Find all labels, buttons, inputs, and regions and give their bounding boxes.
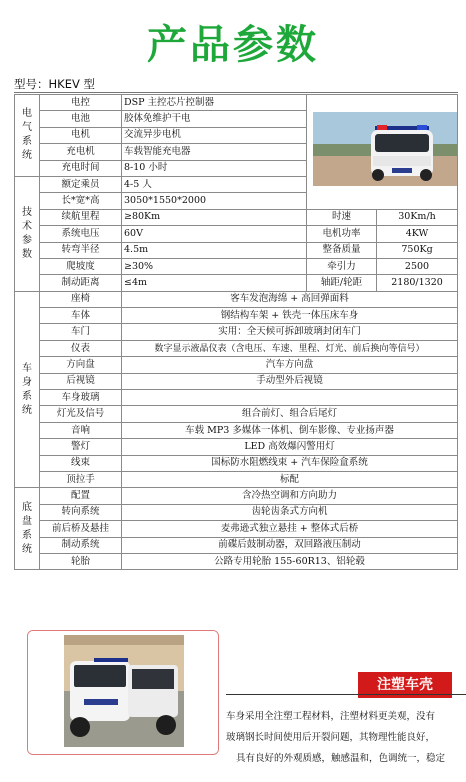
table-row [15, 455, 458, 471]
row-value: 4.5m [122, 242, 307, 258]
table-row [15, 553, 458, 569]
promo-divider [226, 694, 466, 695]
row-value: 麦弗逊式独立悬挂 + 整体式后桥 [122, 521, 458, 537]
row-value: 国标防水阻燃线束 + 汽车保险盒系统 [122, 455, 458, 471]
row-value: 标配 [122, 471, 458, 487]
row-label-2: 时速 [307, 209, 377, 225]
row-label: 音响 [40, 422, 122, 438]
row-label: 长*宽*高 [40, 193, 122, 209]
row-value: 数字显示液晶仪表（含电压、车速、里程、灯光、前后换向等信号） [122, 340, 458, 356]
promo-line-1: 车身采用全注塑工程材料，注塑材料更美观，没有 [226, 711, 436, 722]
row-label: 警灯 [40, 439, 122, 455]
row-label: 充电机 [40, 144, 122, 160]
table-row [15, 275, 458, 291]
table-row [15, 308, 458, 324]
table-row [15, 373, 458, 389]
row-value: ≥30% [122, 258, 307, 274]
row-label: 电控 [40, 95, 122, 111]
row-value: 胶体免维护干电 [122, 111, 307, 127]
row-label: 方向盘 [40, 357, 122, 373]
promo-line-2: 玻璃钢长时间使用后开裂问题，其物理性能良好， [226, 732, 436, 743]
row-label: 电池 [40, 111, 122, 127]
table-row [15, 95, 458, 111]
row-label: 座椅 [40, 291, 122, 307]
table-row [15, 521, 458, 537]
promo-description [226, 706, 464, 769]
row-value: 实用：全天候可拆卸玻璃封闭车门 [122, 324, 458, 340]
row-value: 60V [122, 226, 307, 242]
row-value: 交流异步电机 [122, 127, 307, 143]
section-chassis: 底 盘 系 统 [15, 488, 40, 570]
row-label-2: 整备质量 [307, 242, 377, 258]
header-divider [14, 92, 458, 93]
row-label: 仪表 [40, 340, 122, 356]
row-value: 8-10 小时 [122, 160, 307, 176]
table-row [15, 291, 458, 307]
row-value: 钢结构车架 + 铁壳一体压床车身 [122, 308, 458, 324]
table-row [15, 422, 458, 438]
row-value: 含冷热空调和方向助力 [122, 488, 458, 504]
row-label: 制动系统 [40, 537, 122, 553]
spec-table [14, 94, 458, 570]
table-row [15, 242, 458, 258]
promo-title: 注塑车壳 [358, 672, 452, 698]
row-value: 客车发泡海绵 + 高回弹面料 [122, 291, 458, 307]
table-row [15, 226, 458, 242]
row-value: 3050*1550*2000 [122, 193, 307, 209]
row-value: 前碟后鼓制动器，双回路液压制动 [122, 537, 458, 553]
table-row [15, 357, 458, 373]
table-row [15, 406, 458, 422]
section-technical: 技 术 参 数 [15, 176, 40, 291]
row-label: 车门 [40, 324, 122, 340]
row-value [122, 390, 458, 406]
table-row [15, 340, 458, 356]
table-row [15, 439, 458, 455]
row-label: 续航里程 [40, 209, 122, 225]
row-value: 车载智能充电器 [122, 144, 307, 160]
car-rear-photo [28, 631, 218, 754]
row-value: 手动型外后视镜 [122, 373, 458, 389]
row-label: 车身玻璃 [40, 390, 122, 406]
row-value: 汽车方向盘 [122, 357, 458, 373]
row-value-2: 750Kg [377, 242, 458, 258]
row-value-2: 2180/1320 [377, 275, 458, 291]
row-label: 前后桥及悬挂 [40, 521, 122, 537]
table-row [15, 324, 458, 340]
row-label-2: 牵引力 [307, 258, 377, 274]
row-value: DSP 主控芯片控制器 [122, 95, 307, 111]
row-label: 电机 [40, 127, 122, 143]
table-row [15, 504, 458, 520]
car-photo-cell [307, 95, 458, 210]
row-value: 公路专用轮胎 155-60R13、铝轮毂 [122, 553, 458, 569]
row-label: 轮胎 [40, 553, 122, 569]
row-label: 充电时间 [40, 160, 122, 176]
row-label: 转向系统 [40, 504, 122, 520]
row-value: 车载 MP3 多媒体一体机、倒车影像、专业扬声器 [122, 422, 458, 438]
promo-line-3: 具有良好的外观质感，触感温和，色调统一，稳定 [236, 753, 446, 764]
model-label: 型号：HKEV 型 [14, 77, 95, 91]
row-value: 齿轮齿条式方向机 [122, 504, 458, 520]
table-row [15, 537, 458, 553]
row-value: LED 高效爆闪警用灯 [122, 439, 458, 455]
row-label: 车体 [40, 308, 122, 324]
page-title: 产品参数 [147, 22, 319, 68]
row-label: 额定乘员 [40, 176, 122, 192]
row-value: ≤4m [122, 275, 307, 291]
row-label: 系统电压 [40, 226, 122, 242]
row-value-2: 4KW [377, 226, 458, 242]
police-car-photo [313, 112, 458, 186]
row-value-2: 30Km/h [377, 209, 458, 225]
row-label: 爬坡度 [40, 258, 122, 274]
table-row [15, 488, 458, 504]
row-value: 组合前灯、组合后尾灯 [122, 406, 458, 422]
row-value-2: 2500 [377, 258, 458, 274]
table-row [15, 258, 458, 274]
row-label: 制动距离 [40, 275, 122, 291]
row-value: 4-5 人 [122, 176, 307, 192]
row-label: 转弯半径 [40, 242, 122, 258]
row-label-2: 轴距/轮距 [307, 275, 377, 291]
row-label: 线束 [40, 455, 122, 471]
table-row [15, 209, 458, 225]
section-electrical: 电 气 系 统 [15, 95, 40, 177]
row-label: 后视镜 [40, 373, 122, 389]
table-row [15, 471, 458, 487]
row-label: 顶拉手 [40, 471, 122, 487]
row-label: 灯光及信号 [40, 406, 122, 422]
product-photo-card [27, 630, 219, 755]
row-value: ≥80Km [122, 209, 307, 225]
row-label-2: 电机功率 [307, 226, 377, 242]
table-row [15, 390, 458, 406]
section-body: 车 身 系 统 [15, 291, 40, 488]
row-label: 配置 [40, 488, 122, 504]
